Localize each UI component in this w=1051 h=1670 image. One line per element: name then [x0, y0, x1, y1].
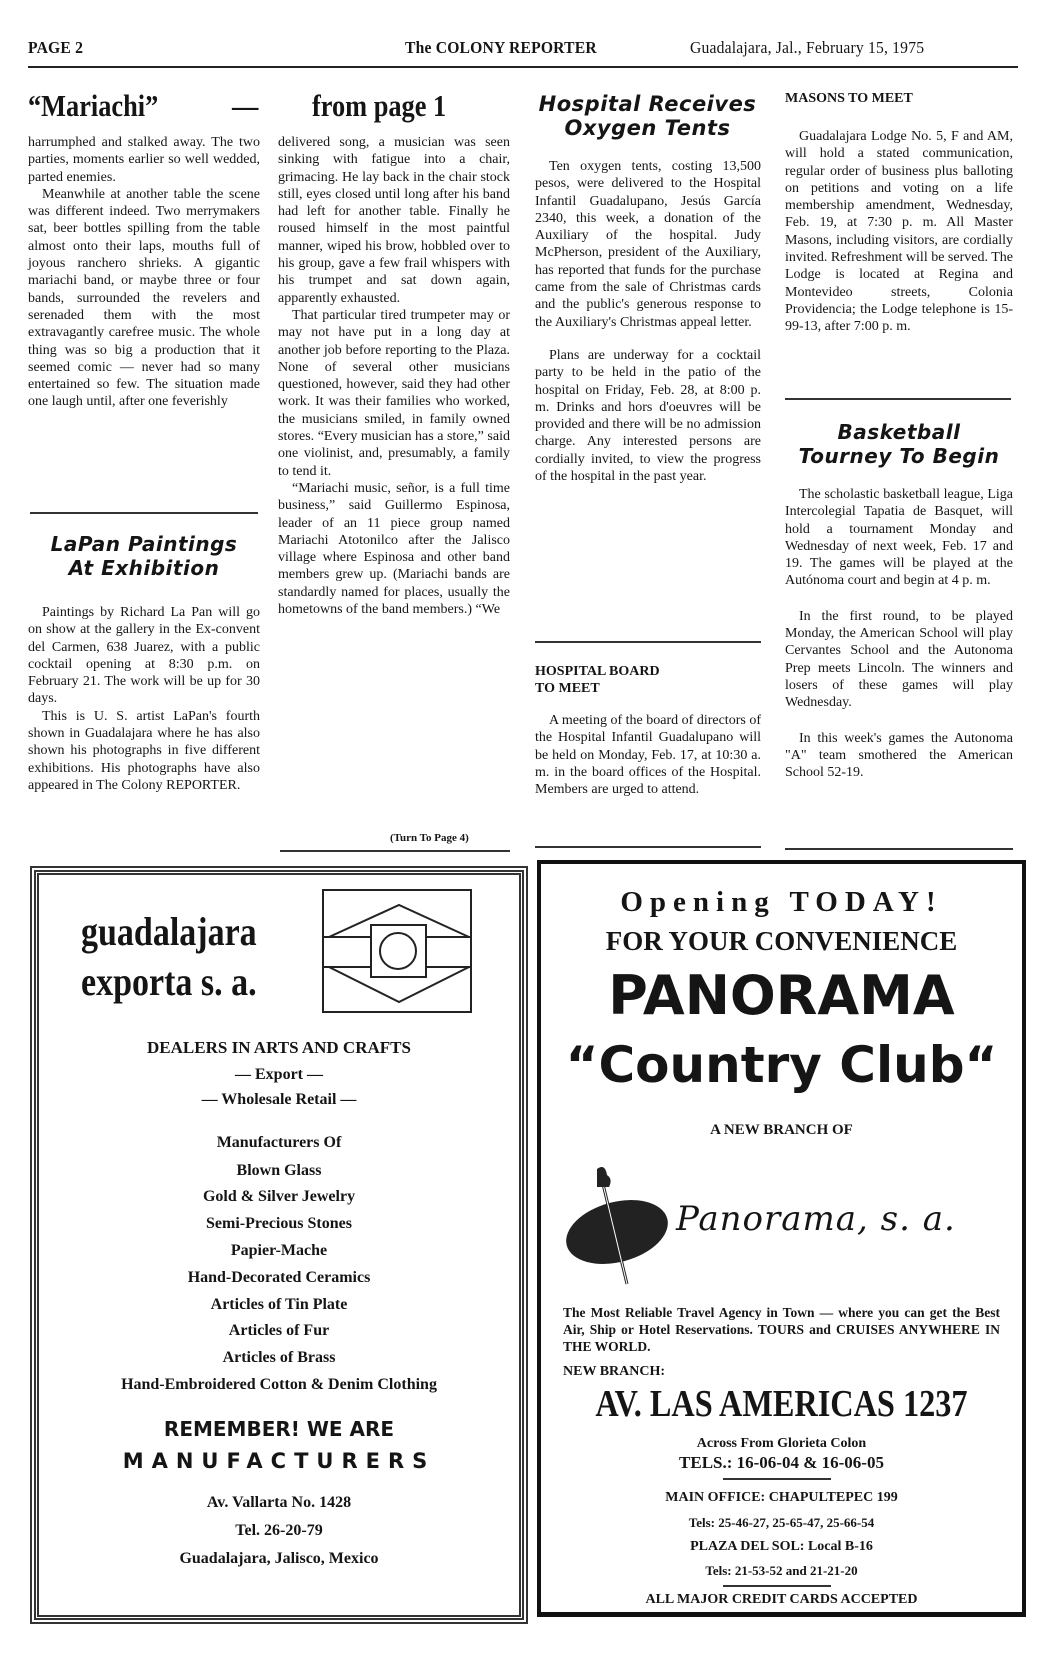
- divider: [535, 846, 761, 848]
- paragraph: In this week's games the Autonoma "A" team smothered the American School 52-19.: [785, 730, 1013, 781]
- exporta-advertisement: [30, 866, 528, 1624]
- headline-dash: —: [232, 88, 259, 123]
- jump-line: (Turn To Page 4): [390, 832, 469, 844]
- product-item: Gold & Silver Jewelry: [202, 1188, 356, 1205]
- hospital-headline: [535, 92, 760, 140]
- divider: [723, 1478, 831, 1480]
- across-from: Across From Glorieta Colon: [696, 1436, 867, 1451]
- masons-article: [785, 128, 1013, 336]
- masthead-rule: [28, 66, 1018, 68]
- plaza-del-sol: PLAZA DEL SOL: Local B-16: [690, 1539, 873, 1554]
- paragraph: Ten oxygen tents, costing 13,500 pesos, were delivered to the Hospital Infantil Guadalupano, Jesús García 2340, this week, a donation of the Auxiliary of the hospital. Judy McPherson, president of the Auxiliary, has reported that funds for the purchase came from the sale of Christmas cards and the public's generous response to the Auxiliary's Christmas appeal letter.: [535, 159, 761, 330]
- exporta-phone: Tel. 26-20-79: [235, 1522, 323, 1539]
- opening-today: Opening TODAY!: [620, 886, 943, 918]
- paragraph: “Mariachi music, señor, is a full time business,” said Guillermo Espinosa, leader of an 11 piece group named Mariachi Atotonilco after the Jalisco village where Espinosa and other band members grew up. (Mariachi bands are standardly named for places, usually the hometowns of the band members.) “We: [278, 480, 510, 618]
- country-club-title: “Country Club“: [565, 1036, 998, 1094]
- remember-line: REMEMBER! WE ARE: [163, 1417, 395, 1441]
- headline-line: Hospital Receives: [538, 92, 757, 116]
- product-item: Semi-Precious Stones: [206, 1215, 352, 1232]
- paragraph: Guadalajara Lodge No. 5, F and AM, will hold a stated communication, regular order of business plus balloting on petitions and voting on a life membership amendment, Wednesday, Feb. 19, at 7:30 p. m. All Master Masons, including visitors, are cordially invited. Refreshment will be served. The Lodge is located at Regina and Montevideo streets, Colonia Providencia; the Lodge telephone is 15-99-13, after 7:00 p. m.: [785, 129, 1013, 335]
- main-office-phones: Tels: 25-46-27, 25-65-47, 25-66-54: [688, 1515, 875, 1530]
- divider: [535, 641, 761, 643]
- mariachi-headline-continued: from page 1: [312, 88, 447, 123]
- headline-line: At Exhibition: [68, 556, 220, 580]
- exporta-logo-icon: [321, 887, 476, 1017]
- convenience-line: FOR YOUR CONVENIENCE: [605, 926, 958, 956]
- hospital-board-headline: [535, 663, 660, 697]
- brand-line: guadalajara: [81, 909, 257, 954]
- mariachi-headline: “Mariachi”: [28, 88, 159, 123]
- divider: [280, 850, 510, 852]
- new-branch-label: NEW BRANCH:: [563, 1364, 666, 1379]
- product-item: Hand-Decorated Ceramics: [187, 1269, 371, 1286]
- product-item: Articles of Fur: [228, 1322, 330, 1339]
- brand-line: exporta s. a.: [81, 959, 257, 1004]
- exporta-name: [81, 907, 257, 1007]
- branch-address: AV. LAS AMERICAS 1237: [595, 1383, 968, 1425]
- branch-phones: TELS.: 16-06-04 & 16-06-05: [679, 1453, 884, 1472]
- hospital-article: [535, 158, 761, 485]
- paragraph: In the first round, to be played Monday, the American School will play Cervantes School and the Autonoma Prep meets Lincoln. The winners and losers of these games will play Wednesday.: [785, 608, 1013, 711]
- panorama-title: PANORAMA: [608, 964, 955, 1027]
- headline-line: Basketball: [837, 420, 961, 444]
- basketball-headline: [785, 420, 1013, 468]
- credit-cards: ALL MAJOR CREDIT CARDS ACCEPTED: [645, 1592, 918, 1607]
- hospital-board-article: [535, 712, 761, 798]
- paragraph: delivered song, a musician was seen sinking with fatigue into a chair, grimacing. He lay back in the chair stock still, eyes closed until long after his band had left for another table. Finally he roused himself in the most paintful manner, wiped his brow, hobbled over to his group, gave a few frail whispers with his trumpet and sat down again, apparently exhausted.: [278, 135, 510, 306]
- exporta-city: Guadalajara, Jalisco, Mexico: [179, 1550, 379, 1567]
- panorama-logo-text: Panorama, s. a.: [676, 1199, 956, 1239]
- exporta-address: Av. Vallarta No. 1428: [206, 1494, 352, 1511]
- newspaper-name: The COLONY REPORTER: [405, 38, 597, 57]
- masons-headline: MASONS TO MEET: [785, 91, 913, 106]
- paragraph: harrumphed and stalked away. The two parties, moments earlier so well wedded, parted enemies.: [28, 135, 260, 185]
- mariachi-column-1: [28, 134, 260, 411]
- basketball-article: [785, 486, 1013, 781]
- panorama-advertisement: [537, 860, 1026, 1617]
- headline-line: HOSPITAL BOARD: [535, 664, 660, 679]
- panorama-logo-icon: [559, 1164, 674, 1289]
- wholesale-line: — Wholesale Retail —: [201, 1091, 357, 1108]
- dateline: Guadalajara, Jal., February 15, 1975: [690, 38, 925, 57]
- export-line: — Export —: [235, 1066, 323, 1083]
- manufacturers-of: Manufacturers Of: [216, 1134, 342, 1151]
- agency-blurb: The Most Reliable Travel Agency in Town — where you can get the Best Air, Ship or Hotel Reservations. TOURS and CRUISES ANYWHERE IN THE WORLD.: [563, 1305, 1000, 1354]
- product-item: Papier-Mache: [230, 1242, 328, 1259]
- new-branch-of: A NEW BRANCH OF: [710, 1122, 853, 1138]
- product-item: Articles of Tin Plate: [210, 1296, 348, 1313]
- product-item: Hand-Embroidered Cotton & Denim Clothing: [121, 1376, 437, 1393]
- mariachi-column-2: [278, 134, 510, 618]
- divider: [723, 1585, 831, 1587]
- headline-line: TO MEET: [535, 681, 600, 696]
- headline-line: Tourney To Begin: [798, 444, 1000, 468]
- paragraph: This is U. S. artist LaPan's fourth shown in Guadalajara where he has also shown his photographs in five different exhibitions. His photographs have also appeared in The Colony REPORTER.: [28, 708, 260, 793]
- paragraph: Meanwhile at another table the scene was different indeed. Two merrymakers sat, beer bottles spilling from the table almost onto their laps, mouths full of joyous ranchero shrieks. A gigantic mariachi band, or maybe three or four bands, surrounded the revelers and serenaded them with the most extravagantly carefree music. The whole thing was so big a production that it seemed comic — never had so many entertained so few. The situation made one laugh until, after one feverishly: [28, 186, 260, 410]
- product-item: Blown Glass: [236, 1162, 322, 1179]
- divider: [785, 398, 1011, 400]
- headline-line: LaPan Paintings: [50, 532, 238, 556]
- headline-line: Oxygen Tents: [564, 116, 731, 140]
- dealers-line: DEALERS IN ARTS AND CRAFTS: [147, 1038, 411, 1057]
- paragraph: Plans are underway for a cocktail party to be held in the patio of the hospital on Friday, Feb. 28, at 8:00 p. m. Drinks and hors d'oeuvres will be provided and there will be no admission charge. Any interested persons are cordially invited, to view the progress of the hospital in the past year.: [535, 347, 761, 485]
- lapan-article: [28, 604, 260, 794]
- paragraph: The scholastic basketball league, Liga Intercolegial Tapatia de Basquet, will hold a tournament Monday and Wednesday of next week, Feb. 17 and 19. The games will be played at the Autónoma court and begin at 4 p. m.: [785, 487, 1013, 589]
- paragraph: A meeting of the board of directors of the Hospital Infantil Guadalupano will be held on Monday, Feb. 17, at 10:30 a. m. in the board offices of the Hospital. Members are urged to attend.: [535, 713, 761, 798]
- divider: [785, 848, 1013, 850]
- page-number: PAGE 2: [28, 38, 84, 57]
- main-office: MAIN OFFICE: CHAPULTEPEC 199: [665, 1490, 898, 1505]
- plaza-phones: Tels: 21-53-52 and 21-21-20: [705, 1563, 858, 1578]
- divider: [30, 512, 258, 514]
- paragraph: Paintings by Richard La Pan will go on show at the gallery in the Ex-convent del Carmen, 638 Juarez, with a public cocktail opening at 8:30 p.m. on February 21. The work will be up for 30 days.: [28, 605, 260, 707]
- product-item: Articles of Brass: [222, 1349, 336, 1366]
- manufacturers-line: MANUFACTURERS: [122, 1449, 436, 1473]
- lapan-headline: [28, 532, 260, 580]
- paragraph: That particular tired trumpeter may or may not have put in a long day at another job before reporting to the Plaza. None of several other musicians questioned, however, said they had other work. It was their families who worked, the musicians smiled, in family owned stores. “Every musician has a store,” said one violinist, and, presumably, a family to tend it.: [278, 307, 510, 479]
